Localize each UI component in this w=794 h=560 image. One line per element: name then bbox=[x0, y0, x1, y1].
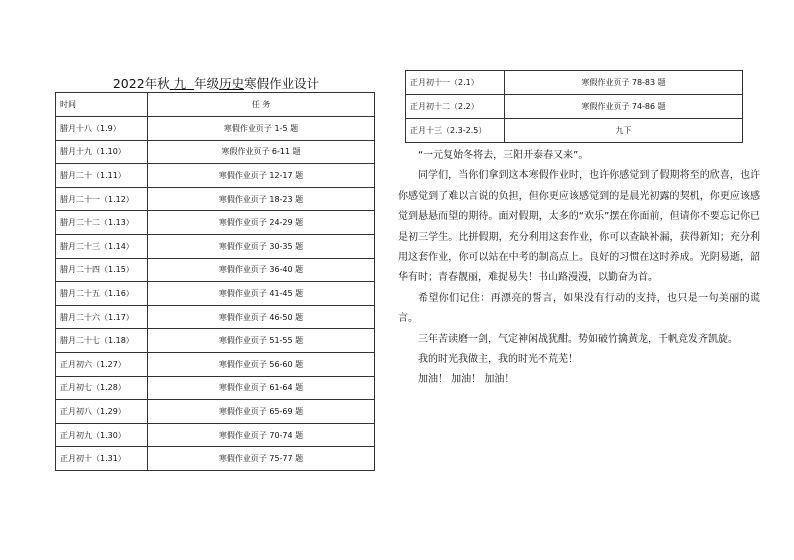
table-row bbox=[56, 117, 375, 141]
row-date: 腊月二十五（1.16） bbox=[56, 282, 148, 306]
row-task: 寒假作业页子 6-11 题 bbox=[148, 140, 375, 164]
title-suffix: 寒假作业设计 bbox=[244, 76, 320, 91]
paragraph-quote: “一元复始冬将去，三阳开泰春又来”。 bbox=[418, 150, 589, 161]
table-row bbox=[56, 164, 375, 188]
row-task: 寒假作业页子 12-17 题 bbox=[148, 164, 375, 188]
row-date: 腊月十八（1.9） bbox=[56, 117, 148, 141]
table-row bbox=[406, 95, 743, 119]
table-row bbox=[56, 234, 375, 258]
row-task: 寒假作业页子 74-86 题 bbox=[505, 95, 743, 119]
row-date: 腊月十九（1.10） bbox=[56, 140, 148, 164]
row-task: 寒假作业页子 24-29 题 bbox=[148, 211, 375, 235]
table-row bbox=[56, 400, 375, 424]
header-task: 任 务 bbox=[148, 93, 375, 117]
row-date: 正月初十二（2.2） bbox=[406, 95, 505, 119]
table-header-row bbox=[56, 93, 375, 117]
row-date: 正月初八（1.29） bbox=[56, 400, 148, 424]
row-task: 寒假作业页子 41-45 题 bbox=[148, 282, 375, 306]
table-row bbox=[56, 187, 375, 211]
table-row bbox=[56, 140, 375, 164]
schedule-table bbox=[55, 92, 375, 471]
paragraph-intro: 同学们，当你们拿到这本寒假作业时，也许你感觉到了假期将至的欣喜，也许你感觉到了难以言说的负担，但你更应该感觉到的是晨光初露的契机，你更应该感觉到悬悬而望的期待。面对假期，太多的“欢乐”摆在你面前，但请你不要忘记你已是初三学生。比拼假期，充分利用这套作业，你可以查缺补漏，获得新知；充分利用这套作业，你可以站在中考的制高点上。良好的习惯在这时养成。光阴易逝，韶华有时；青春靓丽，难捉易失！书山路漫漫，以勤奋为首。 bbox=[398, 170, 760, 284]
row-task: 九下 bbox=[505, 119, 743, 143]
row-date: 正月初九（1.30） bbox=[56, 423, 148, 447]
row-date: 腊月二十四（1.15） bbox=[56, 258, 148, 282]
table-row bbox=[56, 305, 375, 329]
row-task: 寒假作业页子 1-5 题 bbox=[148, 117, 375, 141]
table-row bbox=[56, 211, 375, 235]
row-task: 寒假作业页子 78-83 题 bbox=[505, 71, 743, 95]
row-task: 寒假作业页子 51-55 题 bbox=[148, 329, 375, 353]
header-time: 时间 bbox=[56, 93, 148, 117]
row-date: 腊月二十二（1.13） bbox=[56, 211, 148, 235]
schedule-table-continued bbox=[405, 70, 743, 143]
message-text bbox=[398, 146, 760, 391]
title-subject: 历史 bbox=[219, 76, 245, 91]
table-row bbox=[56, 258, 375, 282]
document-title bbox=[58, 74, 374, 92]
row-date: 正月十三（2.3-2.5） bbox=[406, 119, 505, 143]
row-task: 寒假作业页子 30-35 题 bbox=[148, 234, 375, 258]
paragraph-cheer: 加油！ 加油！ 加油！ bbox=[418, 374, 515, 386]
row-date: 正月初六（1.27） bbox=[56, 352, 148, 376]
row-date: 正月初七（1.28） bbox=[56, 376, 148, 400]
table-row bbox=[56, 376, 375, 400]
row-date: 正月初十（1.31） bbox=[56, 447, 148, 471]
row-task: 寒假作业页子 36-40 题 bbox=[148, 258, 375, 282]
table-row bbox=[406, 119, 743, 143]
row-task: 寒假作业页子 70-74 题 bbox=[148, 423, 375, 447]
row-date: 腊月二十一（1.12） bbox=[56, 187, 148, 211]
table-row bbox=[56, 329, 375, 353]
row-task: 寒假作业页子 61-64 题 bbox=[148, 376, 375, 400]
title-prefix: 2022年秋 bbox=[112, 76, 170, 91]
row-task: 寒假作业页子 18-23 题 bbox=[148, 187, 375, 211]
row-date: 正月初十一（2.1） bbox=[406, 71, 505, 95]
table-row bbox=[56, 282, 375, 306]
title-grade-suffix: 年级 bbox=[194, 76, 220, 91]
row-date: 腊月二十七（1.18） bbox=[56, 329, 148, 353]
row-task: 寒假作业页子 65-69 题 bbox=[148, 400, 375, 424]
row-task: 寒假作业页子 46-50 题 bbox=[148, 305, 375, 329]
row-task: 寒假作业页子 56-60 题 bbox=[148, 352, 375, 376]
row-task: 寒假作业页子 75-77 题 bbox=[148, 447, 375, 471]
paragraph-poem: 三年苦读磨一剑，气定神闲战犹酣。势如破竹擒黄龙，千帆竞发齐凯旋。 bbox=[418, 333, 738, 345]
paragraph-reminder: 希望你们记住：再漂亮的誓言，如果没有行动的支持，也只是一句美丽的谎言。 bbox=[398, 292, 760, 325]
row-date: 腊月二十六（1.17） bbox=[56, 305, 148, 329]
table-row bbox=[406, 71, 743, 95]
row-date: 腊月二十三（1.14） bbox=[56, 234, 148, 258]
paragraph-motto: 我的时光我做主，我的时光不荒芜！ bbox=[418, 354, 578, 366]
row-date: 腊月二十（1.11） bbox=[56, 164, 148, 188]
title-grade: 九 bbox=[173, 76, 187, 91]
table-row bbox=[56, 447, 375, 471]
table-row bbox=[56, 352, 375, 376]
table-row bbox=[56, 423, 375, 447]
